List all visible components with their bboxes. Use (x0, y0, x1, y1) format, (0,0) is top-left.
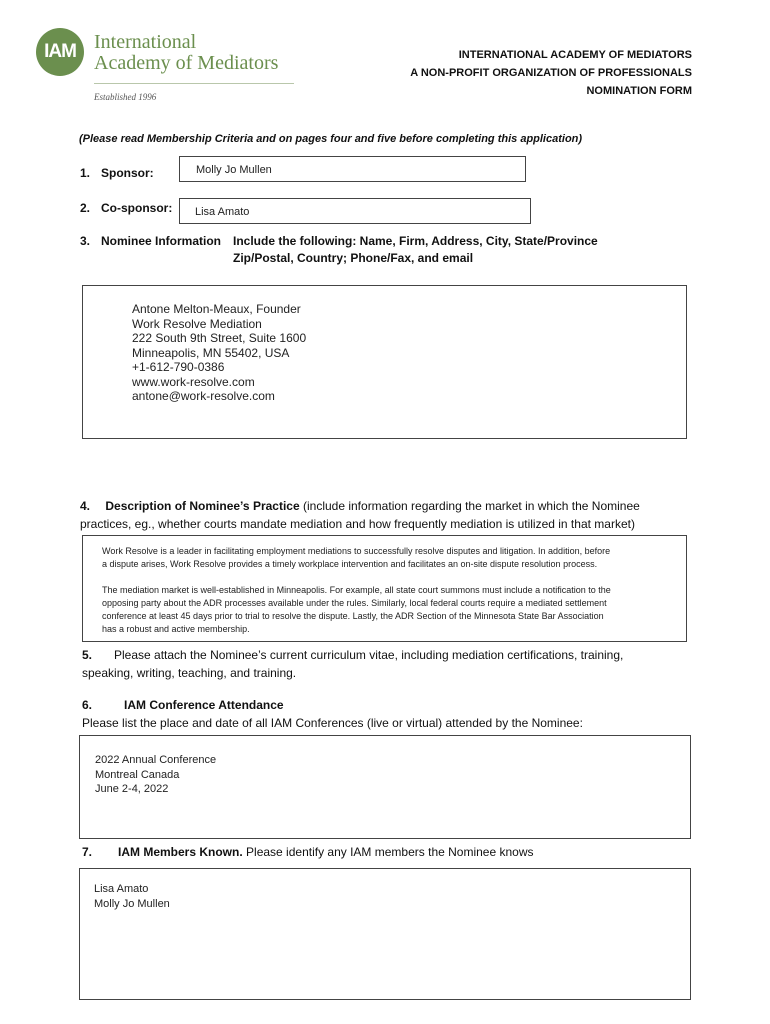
sponsor-label: Sponsor: (101, 166, 154, 180)
logo-name-line2: Academy of Mediators (94, 52, 279, 74)
conference-number: 6. (82, 698, 93, 712)
nominee-info-instruction-1: Include the following: Name, Firm, Address, City, State/Province (233, 234, 598, 248)
logo-established: Established 1996 (94, 92, 157, 102)
nominee-phone: +1-612-790-0386 (132, 360, 225, 374)
cosponsor-value: Lisa Amato (195, 206, 250, 218)
members-line1: Lisa Amato (94, 883, 149, 895)
nominee-firm: Work Resolve Mediation (132, 316, 262, 331)
practice-label: Description of Nominee’s Practice (105, 499, 300, 513)
cv-line1: Please attach the Nominee’s current curriculum vitae, including mediation certifications, training, (114, 648, 624, 662)
members-line2: Molly Jo Mullen (94, 897, 170, 910)
header-form-title: NOMINATION FORM (586, 85, 692, 97)
cosponsor-field[interactable] (179, 198, 531, 224)
conference-instruction: Please list the place and date of all IAM Conferences (live or virtual) attended by the Nominee: (82, 716, 583, 730)
form-instructions: (Please read Membership Criteria and on pages four and five before completing this application) (79, 133, 583, 145)
cv-number: 5. (82, 648, 93, 662)
iam-logo-mark: IAM (36, 28, 84, 76)
nominee-city: Minneapolis, MN 55402, USA (132, 345, 290, 360)
practice-para1-line1: Work Resolve is a leader in facilitating employment mediations to successfully resolve disputes and litigation. In addition, before (102, 546, 611, 556)
logo-name-line1: International (94, 31, 197, 53)
nominee-info-field[interactable] (82, 285, 687, 439)
cv-line2: speaking, writing, teaching, and training. (82, 666, 297, 680)
members-number: 7. (82, 845, 93, 859)
cosponsor-number: 2. (80, 201, 91, 215)
practice-para2-line1: The mediation market is well-established in Minneapolis. For example, all state court summons must include a notification to the (102, 585, 611, 595)
header-org-name: INTERNATIONAL ACADEMY OF MEDIATORS (458, 49, 692, 61)
practice-para2-line4: has a robust and active membership. (102, 624, 250, 634)
practice-instruction-1: (include information regarding the market in which the Nominee (302, 499, 640, 513)
nominee-website: www.work-resolve.com (132, 374, 255, 389)
nominee-email: antone@work-resolve.com (132, 389, 275, 403)
practice-instruction-2: practices, eg., whether courts mandate mediation and how frequently mediation is utilized in that market) (80, 517, 635, 531)
cosponsor-label: Co-sponsor: (101, 201, 173, 215)
members-instruction: Please identify any IAM members the Nominee knows (246, 845, 534, 859)
conference-field[interactable] (79, 735, 691, 839)
practice-para1-line2: a dispute arises, Work Resolve provides a timely workplace intervention and facilitates an on-site dispute resolution process. (102, 559, 598, 569)
nominee-name: Antone Melton-Meaux, Founder (132, 302, 301, 316)
nominee-info-label: Nominee Information (101, 234, 222, 248)
practice-heading (80, 499, 640, 513)
conference-line1: 2022 Annual Conference (95, 754, 217, 766)
logo-wordmark (94, 32, 278, 74)
form-header (410, 46, 692, 100)
practice-field[interactable] (82, 535, 687, 642)
conference-line3: June 2-4, 2022 (95, 783, 169, 795)
practice-para2-line3: conference at least 45 days prior to trial to resolve the dispute. Lastly, the ADR Section of the Minnesota State Bar Association (102, 611, 604, 621)
nominee-address: 222 South 9th Street, Suite 1600 (132, 331, 307, 345)
nominee-info-instruction-2: Zip/Postal, Country; Phone/Fax, and email (233, 251, 474, 265)
header-org-type: A NON-PROFIT ORGANIZATION OF PROFESSIONALS (410, 67, 692, 79)
sponsor-field[interactable] (179, 156, 526, 182)
members-heading (118, 845, 534, 859)
conference-label: IAM Conference Attendance (124, 698, 284, 712)
sponsor-value: Molly Jo Mullen (196, 164, 272, 176)
members-field[interactable] (79, 868, 691, 1000)
practice-number: 4. (80, 499, 91, 513)
conference-line2: Montreal Canada (95, 768, 180, 781)
sponsor-number: 1. (80, 166, 91, 180)
practice-para2-line2: opposing party about the ADR processes available under the rules. Similarly, local federal courts require a mediated settlement (102, 598, 607, 608)
nominee-info-number: 3. (80, 234, 91, 248)
logo-divider (94, 83, 294, 84)
members-label: IAM Members Known. (118, 845, 243, 859)
